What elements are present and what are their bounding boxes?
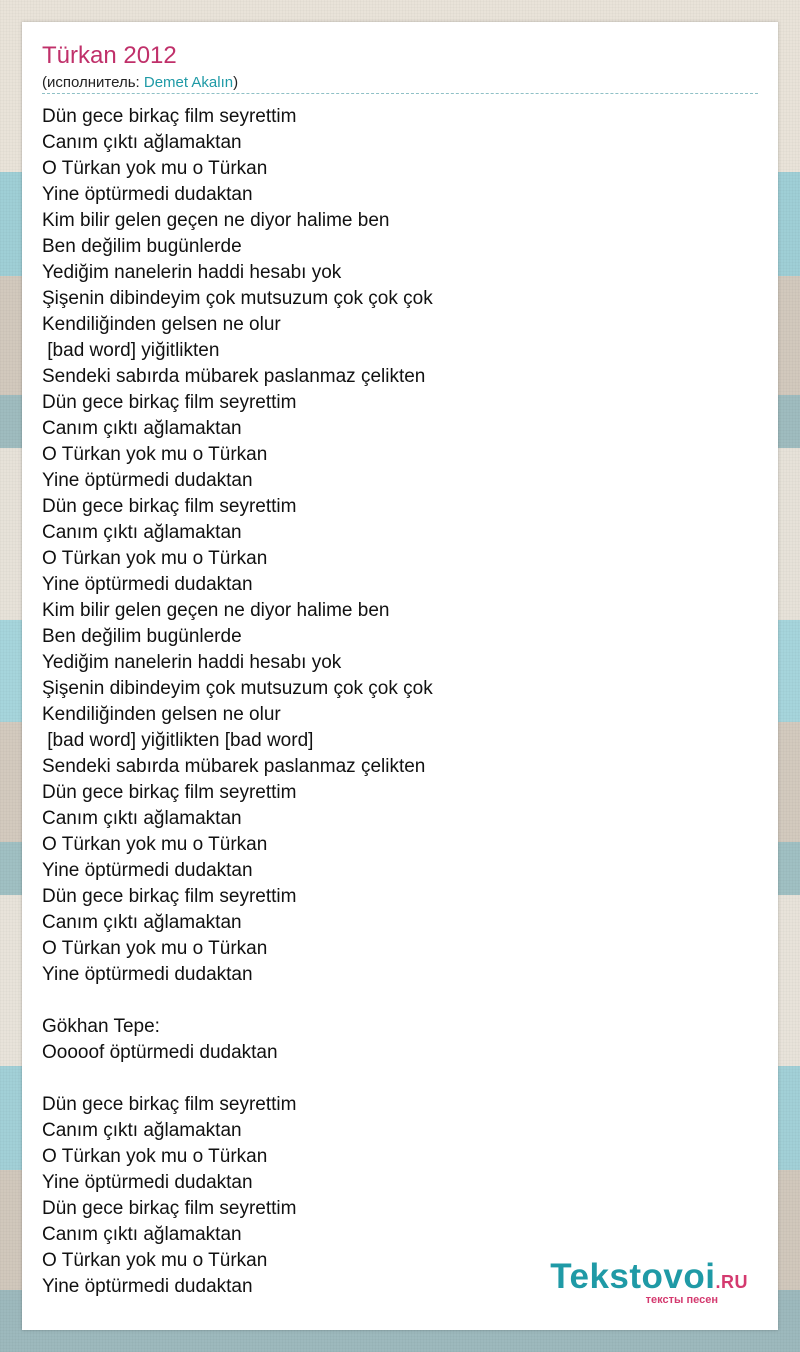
artist-link[interactable]: Demet Akalın [143, 74, 234, 91]
lyric-line: Yediğim nanelerin haddi hesabı yok [42, 652, 342, 673]
artist-suffix: ) [233, 74, 239, 91]
lyric-line: Yine öptürmedi dudaktan [42, 1172, 253, 1193]
lyric-line: Yine öptürmedi dudaktan [42, 574, 253, 595]
lyric-line: Ben değilim bugünlerde [42, 626, 242, 647]
lyric-line: Canım çıktı ağlamaktan [42, 1224, 242, 1245]
lyric-line: Dün gece birkaç film seyrettim [42, 886, 297, 907]
lyric-line: Yine öptürmedi dudaktan [42, 860, 253, 881]
logo-tld: .RU [715, 1272, 748, 1292]
lyric-line: Gökhan Tepe: [42, 1016, 160, 1037]
lyric-line: Yine öptürmedi dudaktan [42, 1276, 253, 1297]
lyric-line: Ooooof öptürmedi dudaktan [42, 1042, 278, 1063]
lyric-line: Dün gece birkaç film seyrettim [42, 392, 297, 413]
lyric-line: O Türkan yok mu o Türkan [42, 158, 268, 179]
artist-line [42, 74, 238, 91]
lyric-line: Yine öptürmedi dudaktan [42, 470, 253, 491]
lyric-line: Canım çıktı ağlamaktan [42, 132, 242, 153]
lyric-line: Yine öptürmedi dudaktan [42, 184, 253, 205]
lyric-line: Dün gece birkaç film seyrettim [42, 106, 297, 127]
lyric-line: [bad word] yiğitlikten [bad word] [42, 730, 314, 751]
lyric-line [42, 988, 433, 1014]
lyric-line: Şişenin dibindeyim çok mutsuzum çok çok çok [42, 288, 433, 309]
lyric-line: [bad word] yiğitlikten [42, 340, 220, 361]
lyric-line: Kim bilir gelen geçen ne diyor halime ben [42, 600, 390, 621]
lyric-line: Dün gece birkaç film seyrettim [42, 1094, 297, 1115]
lyric-line: Kendiliğinden gelsen ne olur [42, 314, 281, 335]
lyric-line: Dün gece birkaç film seyrettim [42, 496, 297, 517]
lyric-line: Sendeki sabırda mübarek paslanmaz çelikten [42, 366, 426, 387]
lyric-line: Canım çıktı ağlamaktan [42, 418, 242, 439]
lyric-line: O Türkan yok mu o Türkan [42, 444, 268, 465]
lyric-line: Şişenin dibindeyim çok mutsuzum çok çok çok [42, 678, 433, 699]
logo-tagline: тексты песен [645, 1294, 718, 1306]
lyric-line: Canım çıktı ağlamaktan [42, 912, 242, 933]
lyric-line: Dün gece birkaç film seyrettim [42, 782, 297, 803]
lyric-line [42, 1066, 433, 1092]
lyric-line: O Türkan yok mu o Türkan [42, 1250, 268, 1271]
lyric-line: Yine öptürmedi dudaktan [42, 964, 253, 985]
lyric-line: O Türkan yok mu o Türkan [42, 1146, 268, 1167]
lyric-line: Ben değilim bugünlerde [42, 236, 242, 257]
lyric-line: Canım çıktı ağlamaktan [42, 1120, 242, 1141]
site-logo[interactable] [550, 1259, 748, 1306]
lyric-line: Kendiliğinden gelsen ne olur [42, 704, 281, 725]
lyric-line: O Türkan yok mu o Türkan [42, 938, 268, 959]
artist-prefix: (исполнитель: [42, 74, 144, 91]
lyric-line: Canım çıktı ağlamaktan [42, 522, 242, 543]
song-title: Türkan 2012 [42, 42, 177, 69]
lyric-line: O Türkan yok mu o Türkan [42, 834, 268, 855]
lyric-line: Kim bilir gelen geçen ne diyor halime ben [42, 210, 390, 231]
lyric-line: Sendeki sabırda mübarek paslanmaz çelikten [42, 756, 426, 777]
logo-name: Tekstovoi [550, 1257, 716, 1296]
lyric-line: Dün gece birkaç film seyrettim [42, 1198, 297, 1219]
lyrics-card [22, 22, 778, 1330]
lyric-line: Yediğim nanelerin haddi hesabı yok [42, 262, 342, 283]
lyric-line: O Türkan yok mu o Türkan [42, 548, 268, 569]
title-divider [42, 93, 758, 94]
lyrics-text [42, 104, 433, 1300]
lyric-line: Canım çıktı ağlamaktan [42, 808, 242, 829]
